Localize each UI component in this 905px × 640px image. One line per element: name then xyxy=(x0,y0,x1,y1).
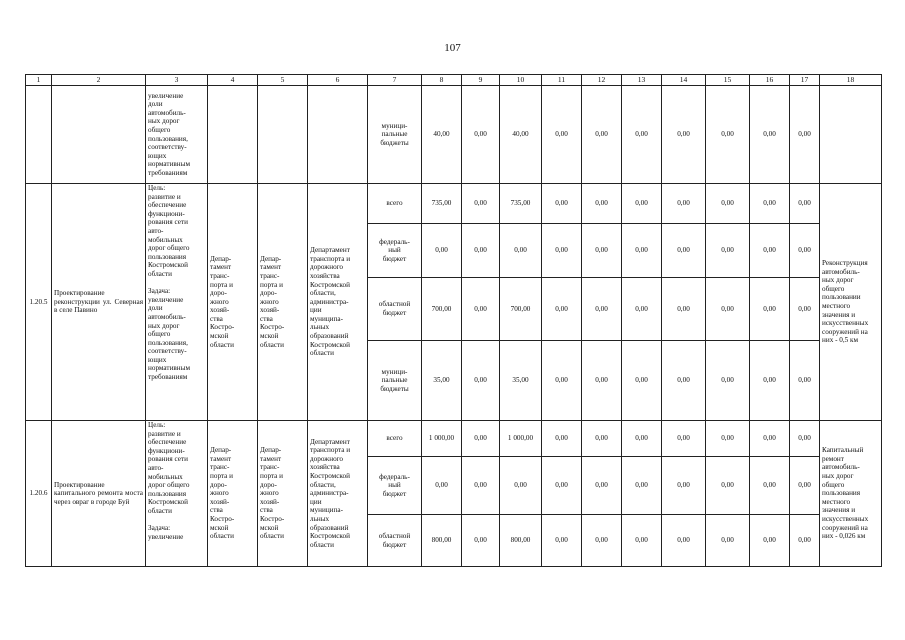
value-cell: 0,00 xyxy=(750,224,790,278)
value-cell: 0,00 xyxy=(542,457,582,515)
value-cell: 0,00 xyxy=(422,224,462,278)
value-cell: 0,00 xyxy=(662,341,706,421)
value-cell: 0,00 xyxy=(582,515,622,567)
item-number: 1.20.5 xyxy=(26,184,52,421)
item-name: Проектирование капитального ремонта моста через овраг в городе Буй xyxy=(52,421,146,567)
value-cell: 0,00 xyxy=(662,86,706,184)
table-row-1-20-5-total xyxy=(26,184,882,224)
value-cell: 0,00 xyxy=(662,515,706,567)
value-cell: 0,00 xyxy=(706,278,750,341)
value-cell: 0,00 xyxy=(462,515,500,567)
value-cell: 0,00 xyxy=(622,341,662,421)
page-number: 107 xyxy=(444,42,461,54)
value-cell: 0,00 xyxy=(500,457,542,515)
value-cell: 800,00 xyxy=(500,515,542,567)
column-header: 2 xyxy=(52,75,146,86)
value-cell: 735,00 xyxy=(422,184,462,224)
customer-cell: Депар- тамент транс- порта и доро- жного хозяй- ства Костро- мской области xyxy=(208,421,258,567)
column-header: 14 xyxy=(662,75,706,86)
value-cell: 0,00 xyxy=(790,278,820,341)
value-cell: 0,00 xyxy=(750,184,790,224)
column-header: 7 xyxy=(368,75,422,86)
column-header: 11 xyxy=(542,75,582,86)
value-cell: 0,00 xyxy=(706,184,750,224)
value-cell: 0,00 xyxy=(706,341,750,421)
value-cell: 700,00 xyxy=(422,278,462,341)
column-header: 17 xyxy=(790,75,820,86)
value-cell: 0,00 xyxy=(622,86,662,184)
value-cell: 0,00 xyxy=(542,278,582,341)
value-cell: 0,00 xyxy=(542,184,582,224)
column-header: 3 xyxy=(146,75,208,86)
value-cell: 0,00 xyxy=(790,457,820,515)
funding-source: областной бюджет xyxy=(368,515,422,567)
value-cell: 0,00 xyxy=(582,278,622,341)
value-cell: 0,00 xyxy=(750,278,790,341)
value-cell: 0,00 xyxy=(790,184,820,224)
goal-cell: увеличение доли автомобиль- ных дорог общего пользования, соответству- ющих нормативным требованиям xyxy=(146,86,208,184)
column-header: 5 xyxy=(258,75,308,86)
column-header-row xyxy=(26,75,882,86)
value-cell: 0,00 xyxy=(542,515,582,567)
value-cell: 0,00 xyxy=(462,457,500,515)
column-header: 16 xyxy=(750,75,790,86)
value-cell: 0,00 xyxy=(662,184,706,224)
column-header: 1 xyxy=(26,75,52,86)
participants-cell: Департамент транспорта и дорожного хозяйства Костромской области, администра- ции муниципа- льных образований Костромской области xyxy=(308,184,368,421)
value-cell: 0,00 xyxy=(662,421,706,457)
value-cell: 0,00 xyxy=(582,341,622,421)
value-cell: 0,00 xyxy=(750,341,790,421)
value-cell: 0,00 xyxy=(790,341,820,421)
value-cell: 0,00 xyxy=(582,224,622,278)
value-cell: 0,00 xyxy=(790,515,820,567)
value-cell: 0,00 xyxy=(790,421,820,457)
value-cell: 0,00 xyxy=(500,224,542,278)
value-cell: 0,00 xyxy=(706,421,750,457)
value-cell: 0,00 xyxy=(622,457,662,515)
value-cell: 1 000,00 xyxy=(500,421,542,457)
item-number: 1.20.6 xyxy=(26,421,52,567)
value-cell: 1 000,00 xyxy=(422,421,462,457)
value-cell: 0,00 xyxy=(706,86,750,184)
value-cell: 700,00 xyxy=(500,278,542,341)
value-cell: 0,00 xyxy=(662,224,706,278)
value-cell: 0,00 xyxy=(542,421,582,457)
table-row-continuation xyxy=(26,86,882,184)
value-cell: 0,00 xyxy=(622,224,662,278)
column-header: 4 xyxy=(208,75,258,86)
column-header: 13 xyxy=(622,75,662,86)
value-cell: 0,00 xyxy=(750,421,790,457)
item-name: Проектирование реконструкции ул. Северная в селе Павино xyxy=(52,184,146,421)
value-cell: 0,00 xyxy=(582,86,622,184)
value-cell: 0,00 xyxy=(542,86,582,184)
column-header: 8 xyxy=(422,75,462,86)
column-header: 6 xyxy=(308,75,368,86)
value-cell: 0,00 xyxy=(462,421,500,457)
result-cell: Реконструкция автомобиль- ных дорог общего пользовании местного значения и искусственных сооружений на них - 0,5 км xyxy=(820,184,882,421)
executor-cell: Депар- тамент транс- порта и доро- жного хозяй- ства Костро- мской области xyxy=(258,421,308,567)
customer-cell: Депар- тамент транс- порта и доро- жного хозяй- ства Костро- мской области xyxy=(208,184,258,421)
funding-source: федераль- ный бюджет xyxy=(368,457,422,515)
value-cell: 0,00 xyxy=(622,515,662,567)
value-cell: 0,00 xyxy=(462,278,500,341)
funding-source: муници- пальные бюджеты xyxy=(368,341,422,421)
value-cell: 0,00 xyxy=(582,457,622,515)
value-cell: 35,00 xyxy=(500,341,542,421)
value-cell: 0,00 xyxy=(790,86,820,184)
funding-source: всего xyxy=(368,184,422,224)
value-cell: 0,00 xyxy=(622,184,662,224)
value-cell: 0,00 xyxy=(706,457,750,515)
value-cell: 0,00 xyxy=(542,224,582,278)
budget-table xyxy=(25,74,882,567)
funding-source: федераль- ный бюджет xyxy=(368,224,422,278)
value-cell: 0,00 xyxy=(462,341,500,421)
value-cell: 0,00 xyxy=(790,224,820,278)
executor-cell: Депар- тамент транс- порта и доро- жного хозяй- ства Костро- мской области xyxy=(258,184,308,421)
value-cell: 0,00 xyxy=(750,515,790,567)
value-cell: 40,00 xyxy=(422,86,462,184)
value-cell: 0,00 xyxy=(582,184,622,224)
funding-source: всего xyxy=(368,421,422,457)
column-header: 18 xyxy=(820,75,882,86)
value-cell: 735,00 xyxy=(500,184,542,224)
value-cell: 0,00 xyxy=(462,184,500,224)
value-cell: 0,00 xyxy=(622,278,662,341)
column-header: 9 xyxy=(462,75,500,86)
goal-cell: Цель: развитие и обеспечение функциони- рования сети авто- мобильных дорог общего пользования Костромской области Задача: увеличение доли автомобиль- ных дорог общего пользования, соответству- ющих нормативным требованиям xyxy=(146,184,208,421)
value-cell: 0,00 xyxy=(622,421,662,457)
column-header: 12 xyxy=(582,75,622,86)
value-cell: 0,00 xyxy=(662,278,706,341)
value-cell: 0,00 xyxy=(422,457,462,515)
value-cell: 0,00 xyxy=(662,457,706,515)
table-row-1-20-6-total xyxy=(26,421,882,457)
value-cell: 0,00 xyxy=(706,515,750,567)
value-cell: 0,00 xyxy=(542,341,582,421)
value-cell: 800,00 xyxy=(422,515,462,567)
value-cell: 35,00 xyxy=(422,341,462,421)
column-header: 10 xyxy=(500,75,542,86)
result-cell: Капитальный ремонт автомобиль- ных дорог общего пользования местного значения и искусственных сооружений на них - 0,026 км xyxy=(820,421,882,567)
funding-source: муници- пальные бюджеты xyxy=(368,86,422,184)
goal-cell: Цель: развитие и обеспечение функциони- рования сети авто- мобильных дорог общего пользования Костромской области Задача: увеличение xyxy=(146,421,208,567)
value-cell: 0,00 xyxy=(706,224,750,278)
value-cell: 0,00 xyxy=(750,457,790,515)
value-cell: 40,00 xyxy=(500,86,542,184)
funding-source: областной бюджет xyxy=(368,278,422,341)
value-cell: 0,00 xyxy=(462,224,500,278)
column-header: 15 xyxy=(706,75,750,86)
participants-cell: Департамент транспорта и дорожного хозяйства Костромской области, администра- ции муниципа- льных образований Костромской области xyxy=(308,421,368,567)
value-cell: 0,00 xyxy=(750,86,790,184)
value-cell: 0,00 xyxy=(582,421,622,457)
value-cell: 0,00 xyxy=(462,86,500,184)
